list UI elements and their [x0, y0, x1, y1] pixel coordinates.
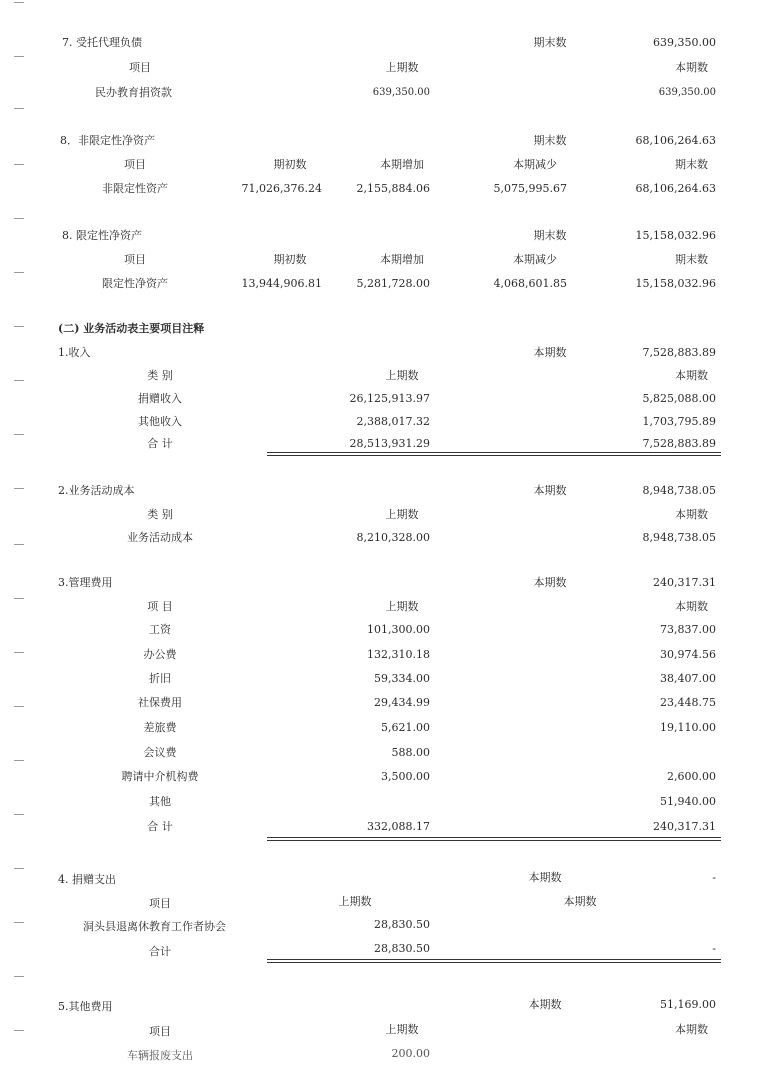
row-label: 其他收入	[138, 415, 182, 428]
row-label: 会议费	[143, 746, 177, 759]
current-label: 本期数	[528, 998, 562, 1011]
header-item: 项目	[149, 1025, 171, 1038]
section-title: 4. 捐赠支出	[58, 873, 116, 886]
row-label: 车辆报废支出	[127, 1049, 193, 1062]
row-curr: 23,448.75	[660, 696, 716, 709]
current-label: 本期数	[528, 871, 562, 884]
row-label: 聘请中介机构费	[121, 770, 199, 783]
header-begin: 期初数	[273, 253, 307, 266]
row-prev: 200.00	[391, 1047, 430, 1060]
total-curr: 7,528,883.89	[642, 437, 716, 450]
row-end: 68,106,264.63	[635, 182, 716, 195]
header-increase: 本期增加	[380, 158, 424, 171]
total-double-rule	[267, 837, 721, 841]
section-heading: (二) 业务活动表主要项目注释	[58, 322, 205, 335]
total-label: 合计	[149, 945, 171, 958]
row-label: 其他	[149, 795, 171, 808]
edge-mark	[14, 1030, 24, 1031]
total-prev: 28,513,931.29	[349, 437, 430, 450]
header-end: 期末数	[675, 253, 708, 266]
row-label: 洞头县退离休教育工作者协会	[83, 920, 226, 933]
header-prev: 上期数	[338, 895, 372, 908]
section-title: 2.业务活动成本	[58, 484, 135, 497]
total-curr: -	[712, 942, 716, 955]
section-title: 8. 限定性净资产	[62, 229, 142, 242]
header-prev: 上期数	[385, 1023, 419, 1036]
end-value: 639,350.00	[653, 36, 716, 49]
current-value: 7,528,883.89	[642, 346, 716, 359]
header-item: 项目	[149, 897, 171, 910]
edge-mark	[14, 108, 24, 109]
current-value: 240,317.31	[653, 576, 716, 589]
edge-mark	[14, 326, 24, 327]
row-prev: 132,310.18	[367, 648, 430, 661]
row-label: 办公费	[143, 648, 177, 661]
row-curr: 1,703,795.89	[642, 415, 716, 428]
total-double-rule	[267, 452, 721, 456]
edge-mark	[14, 380, 24, 381]
row-label: 社保费用	[138, 696, 182, 709]
end-value: 68,106,264.63	[635, 134, 716, 147]
header-item: 项目	[124, 158, 146, 171]
row-label: 工资	[149, 623, 171, 636]
header-prev: 上期数	[385, 508, 419, 521]
row-curr: 51,940.00	[660, 795, 716, 808]
total-prev: 28,830.50	[374, 942, 430, 955]
row-increase: 5,281,728.00	[356, 277, 430, 290]
current-label: 本期数	[533, 484, 567, 497]
row-label: 业务活动成本	[127, 531, 193, 544]
edge-mark	[14, 218, 24, 219]
current-label: 本期数	[533, 576, 567, 589]
edge-mark	[14, 272, 24, 273]
row-curr: 73,837.00	[660, 623, 716, 636]
row-prev: 59,334.00	[374, 672, 430, 685]
header-item: 项 目	[147, 600, 173, 613]
row-decrease: 5,075,995.67	[493, 182, 567, 195]
edge-mark	[14, 2, 24, 3]
row-curr: 30,974.56	[660, 648, 716, 661]
row-curr: 19,110.00	[660, 721, 716, 734]
header-prev: 上期数	[385, 369, 419, 382]
row-prev: 101,300.00	[367, 623, 430, 636]
end-value: 15,158,032.96	[635, 229, 716, 242]
header-category: 类 别	[147, 508, 173, 521]
header-item: 项目	[124, 253, 146, 266]
row-curr: 38,407.00	[660, 672, 716, 685]
edge-mark	[14, 56, 24, 57]
edge-mark	[14, 598, 24, 599]
row-label: 差旅费	[143, 721, 177, 734]
row-label: 捐赠收入	[138, 392, 182, 405]
edge-mark	[14, 868, 24, 869]
row-begin: 71,026,376.24	[241, 182, 322, 195]
row-prev: 8,210,328.00	[356, 531, 430, 544]
header-decrease: 本期减少	[513, 158, 557, 171]
row-prev: 2,388,017.32	[356, 415, 430, 428]
row-curr: 8,948,738.05	[642, 531, 716, 544]
current-label: 本期数	[533, 346, 567, 359]
row-prev: 639,350.00	[372, 87, 430, 98]
row-label: 限定性净资产	[102, 277, 168, 290]
row-curr: 639,350.00	[658, 87, 716, 98]
edge-mark	[14, 488, 24, 489]
header-item: 项目	[129, 61, 151, 74]
current-value: -	[712, 871, 716, 884]
row-decrease: 4,068,601.85	[493, 277, 567, 290]
row-end: 15,158,032.96	[635, 277, 716, 290]
end-label: 期末数	[533, 229, 567, 242]
header-decrease: 本期减少	[513, 253, 557, 266]
edge-mark	[14, 164, 24, 165]
header-curr: 本期数	[675, 600, 708, 613]
header-prev: 上期数	[385, 600, 419, 613]
header-curr: 本期数	[675, 1023, 708, 1036]
edge-mark	[14, 706, 24, 707]
row-prev: 3,500.00	[381, 770, 430, 783]
total-curr: 240,317.31	[653, 820, 716, 833]
header-curr: 本期数	[675, 508, 708, 521]
header-curr: 本期数	[563, 895, 597, 908]
edge-mark	[14, 652, 24, 653]
end-label: 期末数	[533, 134, 567, 147]
row-label: 民办教育捐资款	[95, 86, 172, 99]
current-value: 8,948,738.05	[642, 484, 716, 497]
section-title: 5.其他费用	[58, 1000, 113, 1013]
section-title: 8．非限定性净资产	[60, 134, 155, 147]
edge-mark	[14, 976, 24, 977]
row-label: 非限定性资产	[102, 182, 168, 195]
row-prev: 28,830.50	[374, 918, 430, 931]
header-curr: 本期数	[675, 369, 708, 382]
header-begin: 期初数	[273, 158, 307, 171]
section-title: 3.管理费用	[58, 576, 113, 589]
header-prev: 上期数	[385, 61, 419, 74]
edge-mark	[14, 814, 24, 815]
edge-mark	[14, 760, 24, 761]
section-title: 7. 受托代理负债	[62, 36, 142, 49]
total-label: 合 计	[147, 437, 173, 450]
edge-mark	[14, 544, 24, 545]
row-curr: 2,600.00	[667, 770, 716, 783]
total-label: 合 计	[147, 820, 173, 833]
end-label: 期末数	[533, 36, 567, 49]
row-begin: 13,944,906.81	[241, 277, 322, 290]
edge-mark	[14, 922, 24, 923]
row-prev: 29,434.99	[374, 696, 430, 709]
header-increase: 本期增加	[380, 253, 424, 266]
row-prev: 26,125,913.97	[349, 392, 430, 405]
header-curr: 本期数	[675, 61, 708, 74]
header-category: 类 别	[147, 369, 173, 382]
edge-mark	[14, 434, 24, 435]
row-prev: 5,621.00	[381, 721, 430, 734]
row-increase: 2,155,884.06	[356, 182, 430, 195]
total-prev: 332,088.17	[367, 820, 430, 833]
total-double-rule	[267, 959, 721, 963]
row-label: 折旧	[149, 672, 171, 685]
section-title: 1.收入	[58, 346, 91, 359]
current-value: 51,169.00	[660, 998, 716, 1011]
header-end: 期末数	[675, 158, 708, 171]
row-prev: 588.00	[391, 746, 430, 759]
row-curr: 5,825,088.00	[642, 392, 716, 405]
